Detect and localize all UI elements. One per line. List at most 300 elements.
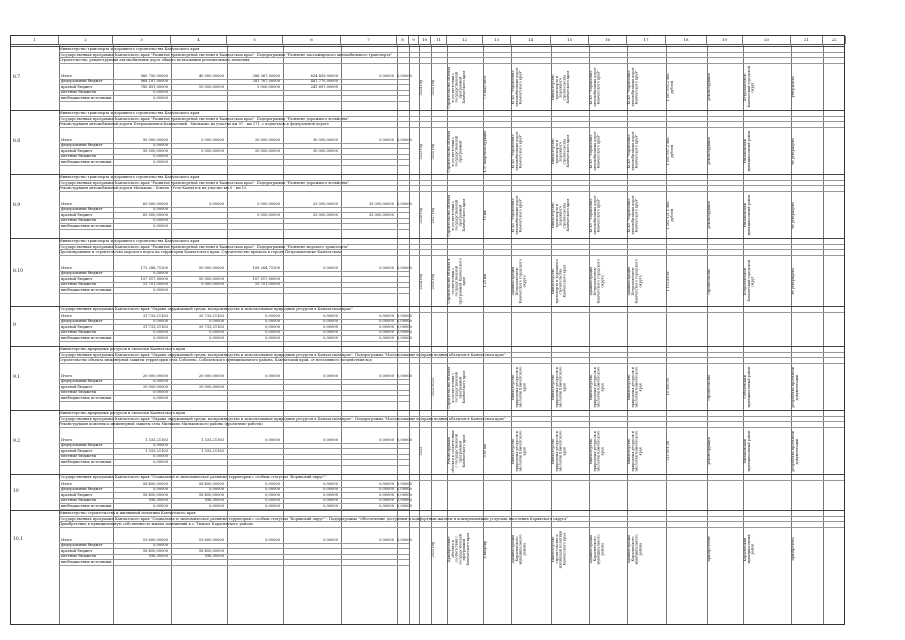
amount-cell: 0,00000 bbox=[397, 537, 412, 542]
amount-cell: 0,00000 bbox=[153, 443, 168, 447]
block-number: 9 bbox=[13, 323, 16, 328]
side-cell-c17: КГКУ "Управление автомобильных дорог Камчатского края" bbox=[627, 131, 639, 171]
amount-cell: 0,00000 bbox=[323, 324, 338, 329]
block-headline: Государственная программа Камчатского края "Охрана окружающей среды, воспроизводство и использование природных ресурсов в Камчатском крае". Подпрограмма "Использование и охрана водных объектов в Камчатском крае" bbox=[59, 416, 506, 421]
amount-cell: 968 187,00000 bbox=[140, 79, 168, 83]
side-cell-c12: Строительство объекта в соответствии с государственной программой Камчатского края bbox=[447, 257, 467, 304]
block-headline: Министерство природных ресурсов и экологии Камчатского края bbox=[59, 411, 186, 415]
side-cell-c17: Министерство природных ресурсов и экологии Камчатского края bbox=[627, 366, 643, 408]
block-number: 10.1 bbox=[13, 537, 24, 542]
amount-cell: 0,00000 bbox=[153, 287, 168, 292]
block-headline: Министерство транспорта и дорожного строительства Камчатского края bbox=[59, 239, 200, 243]
side-cell-c20: Мильковский муниципальный район bbox=[743, 430, 751, 472]
side-cell-c18: 10 300,00 bbox=[666, 378, 670, 396]
headline-divider bbox=[59, 127, 844, 128]
side-cell-c20: Петропавловск-Камчатский городской округ bbox=[743, 260, 755, 302]
amount-cell: 31 733,21163 bbox=[142, 324, 168, 329]
side-cell-c14: КГКУ "Управление автомобильных дорог Камчатского края" bbox=[511, 195, 523, 235]
row-label-total: Итого bbox=[61, 481, 73, 486]
amount-cell: 0,00000 bbox=[153, 319, 168, 323]
headline-divider bbox=[59, 63, 844, 64]
amount-cell: 0,00000 bbox=[265, 437, 280, 442]
side-cell-c12: Строительство объекта в соответствии с государственной программой Камчатского края bbox=[447, 65, 467, 108]
amount-cell: 0,00000 bbox=[323, 265, 338, 270]
row-divider bbox=[59, 554, 409, 555]
side-cell-c21: разработка проектной документации bbox=[791, 366, 799, 407]
amount-cell: 0,00000 bbox=[323, 330, 338, 334]
block-headline: Строительство объекта инженерной защиты территории села Соболево, Соболевского муниципального района, Камчатский край, от негативного воздействия вод bbox=[59, 358, 372, 362]
side-cell-c13: 1,20 км bbox=[483, 274, 487, 288]
row-divider bbox=[59, 459, 409, 460]
side-cell-c14: Администрация Петропавловск-Камчатского городского округа bbox=[511, 258, 527, 303]
amount-cell: 0,00000 bbox=[323, 319, 338, 323]
amount-cell: 0,00000 bbox=[153, 154, 168, 158]
row-divider bbox=[59, 559, 409, 560]
amount-cell: 0,00000 bbox=[323, 437, 338, 442]
amount-cell: 0,00000 bbox=[323, 313, 338, 318]
amount-cell: 0,00000 bbox=[397, 330, 412, 334]
amount-cell: 0,00000 bbox=[397, 313, 412, 318]
block-headline: Государственная программа Камчатского края "Охрана окружающей среды, воспроизводство и использование природных ресурсов в Камчатском крае" bbox=[59, 307, 353, 311]
column-header-row bbox=[11, 36, 844, 45]
amount-cell: 65 000,00000 bbox=[142, 212, 168, 217]
amount-cell: 0,00000 bbox=[397, 487, 412, 491]
amount-cell: 0,00000 bbox=[379, 437, 394, 442]
row-label-total: Итого bbox=[61, 137, 73, 142]
amount-cell: 25 000,00000 bbox=[312, 212, 338, 217]
row-divider bbox=[59, 448, 409, 449]
headline-divider bbox=[59, 480, 844, 481]
column-header-9: 9 bbox=[409, 36, 419, 44]
row-label-local: местные бюджеты bbox=[61, 282, 97, 286]
block-headline: Государственная программа Камчатского края "Охрана окружающей среды, воспроизводство и использование природных ресурсов в Камчатском крае". Подпрограмма "Использование и охрана водных объектов в Камчатском крае" bbox=[59, 352, 506, 357]
amount-cell: 0,00000 bbox=[397, 373, 412, 378]
amount-cell: 0,00000 bbox=[265, 503, 280, 508]
column-header-20: 20 bbox=[743, 36, 791, 44]
row-label-extra: внебюджетные источники bbox=[61, 287, 112, 292]
amount-cell: 0,00000 bbox=[265, 492, 280, 497]
amount-cell: 95 000,00000 bbox=[142, 148, 168, 153]
side-cell-c21: не утверждено bbox=[791, 267, 795, 295]
amount-cell: 0,00000 bbox=[265, 313, 280, 318]
row-divider bbox=[59, 341, 409, 342]
row-label-federal: федеральный бюджет bbox=[61, 143, 103, 147]
row-divider bbox=[59, 395, 409, 396]
row-divider bbox=[59, 543, 409, 544]
block-headline: Строительство, реконструкция автомобильных дорог общего пользования регионального значения bbox=[59, 58, 250, 62]
block-number: 9.2 bbox=[13, 439, 21, 444]
amount-cell: 0,00000 bbox=[153, 143, 168, 147]
side-cell-c17: КГКУ "Управление автомобильных дорог Камчатского края" bbox=[627, 67, 639, 107]
column-header-14: 14 bbox=[511, 36, 551, 44]
amount-cell: 0,00000 bbox=[153, 379, 168, 383]
amount-cell: 0,00000 bbox=[379, 492, 394, 497]
amount-cell: 0,00000 bbox=[397, 319, 412, 323]
amount-cell: 0,00000 bbox=[209, 503, 224, 508]
amount-cell: 0,00000 bbox=[209, 319, 224, 323]
side-cell-c11: 2022-2023 bbox=[431, 377, 435, 396]
headline-divider bbox=[59, 255, 844, 256]
column-header-13: 13 bbox=[483, 36, 511, 44]
block-headline: Министерство транспорта и дорожного строительства Камчатского края bbox=[59, 47, 200, 51]
amount-cell: 0,00000 bbox=[397, 201, 412, 206]
side-cell-c15: Министерство транспорта и дорожного строительства Камчатского края bbox=[551, 134, 571, 168]
side-cell-c10: 2024 год bbox=[419, 78, 423, 95]
side-cell-c14: Министерство природных ресурсов и экологии Камчатского края bbox=[511, 430, 527, 472]
side-cell-c20: Петропавловск-Камчатский городской округ bbox=[743, 66, 755, 108]
side-cell-c16: Администрация Карагинского муниципального района bbox=[589, 533, 605, 564]
side-cell-c17: Министерство природных ресурсов и экологии Камчатского края bbox=[627, 430, 643, 472]
block-number: 8.10 bbox=[13, 269, 24, 274]
side-cell-c11: 2027 год bbox=[431, 206, 435, 223]
row-label-total: Итого bbox=[61, 313, 73, 318]
row-label-extra: внебюджетные источники bbox=[61, 459, 112, 464]
amount-cell: 0,00000 bbox=[153, 335, 168, 340]
amount-cell: 0,00000 bbox=[265, 324, 280, 329]
row-label-extra: внебюджетные источники bbox=[61, 335, 112, 340]
column-header-18: 18 bbox=[666, 36, 707, 44]
amount-cell: 780 491,00000 bbox=[140, 84, 168, 89]
amount-cell: 0,00000 bbox=[153, 271, 168, 275]
column-header-22: 22 bbox=[823, 36, 846, 44]
column-header-6: 6 bbox=[283, 36, 341, 44]
side-cell-c19: строительство bbox=[707, 373, 711, 400]
side-cell-c17: КГКУ "Управление автомобильных дорог Камчатского края" bbox=[627, 195, 639, 235]
amount-cell: 0,00000 bbox=[323, 487, 338, 491]
row-divider bbox=[59, 229, 409, 230]
amount-cell: 35 000,00000 bbox=[368, 212, 394, 217]
amount-cell: 0,00000 bbox=[209, 487, 224, 491]
amount-cell: 286 367,00000 bbox=[252, 73, 280, 78]
row-divider bbox=[59, 95, 409, 96]
amount-cell: 0,00000 bbox=[265, 330, 280, 334]
row-label-total: Итого bbox=[61, 73, 73, 78]
block-headline: Государственная программа Камчатского края "Развитие транспортной системы в Камчатском крае". Подпрограмма "Развитие морского транспорта" bbox=[59, 244, 349, 249]
amount-cell: 0,00000 bbox=[153, 459, 168, 464]
row-label-total: Итого bbox=[61, 373, 73, 378]
amount-cell: 0,00000 bbox=[323, 503, 338, 508]
amount-cell: 0,00000 bbox=[379, 487, 394, 491]
headline-divider bbox=[59, 527, 844, 528]
column-header-4: 4 bbox=[171, 36, 227, 44]
row-label-extra: внебюджетные источники bbox=[61, 95, 112, 100]
side-cell-c20: Соболевский муниципальный район bbox=[743, 366, 751, 408]
amount-cell: 0,00000 bbox=[323, 373, 338, 378]
amount-cell: 0,00000 bbox=[323, 481, 338, 486]
side-cell-c19: реконструкция bbox=[707, 201, 711, 229]
block-headline: Министерство природных ресурсов и экологии Камчатского края bbox=[59, 347, 186, 351]
side-cell-c15: Министерство строительства и жилищной политики Камчатского края bbox=[551, 529, 567, 568]
amount-cell: 0,00000 bbox=[397, 498, 412, 502]
amount-cell: 0,00000 bbox=[397, 73, 412, 78]
block-number: 9.1 bbox=[13, 375, 21, 380]
amount-cell: 0,00000 bbox=[153, 543, 168, 547]
side-cell-c13: 4,97 км/реконструкция bbox=[483, 129, 487, 172]
side-cell-c19: реконструкция bbox=[707, 437, 711, 465]
amount-cell: 172 288,71300 bbox=[140, 265, 168, 270]
side-cell-c18: 211 001,04 bbox=[666, 441, 670, 461]
amount-cell: 25 000,00000 bbox=[312, 201, 338, 206]
block-headline: Государственная программа Камчатского края "Развитие транспортной системы в Камчатском крае". Подпрограмма "Развитие пассажирского автомобильного транспорта" bbox=[59, 52, 393, 57]
column-gridline bbox=[59, 44, 60, 624]
row-label-local: местные бюджеты bbox=[61, 390, 97, 394]
side-cell-c16: Министерство природных ресурсов и экологии Камчатского края bbox=[589, 366, 605, 408]
amount-cell: 0,00000 bbox=[379, 481, 394, 486]
side-cell-c13: 7,0 км/0 мест bbox=[483, 74, 487, 99]
block-headline: Реконструкция автомобильной дороги Мильково - Ключи - Усть-Камчатск на участке км 0 - км 15 bbox=[59, 186, 247, 190]
side-cell-c12: Строительство объекта в соответствии с государственной программой Камчатского края bbox=[447, 193, 467, 236]
amount-cell: 58 400,00000 bbox=[198, 492, 224, 497]
row-label-federal: федеральный бюджет bbox=[61, 443, 103, 447]
column-header-11: 11 bbox=[431, 36, 447, 44]
row-label-regional: краевой бюджет bbox=[61, 448, 93, 453]
column-header-2: 2 bbox=[59, 36, 113, 44]
row-label-regional: краевой бюджет bbox=[61, 492, 93, 497]
block-headline: Реконструкция комплекса инженерной защиты села Мильково Мильковского района (проектные работы) bbox=[59, 422, 263, 426]
amount-cell: 0,00000 bbox=[153, 159, 168, 164]
side-cell-c20: Мильковский муниципальный район bbox=[743, 194, 751, 236]
column-header-16: 16 bbox=[589, 36, 627, 44]
amount-cell: 0,00000 bbox=[379, 265, 394, 270]
side-cell-c16: КГКУ "Управление автомобильных дорог Камчатского края" bbox=[589, 195, 601, 235]
amount-cell: 281 767,00000 bbox=[252, 79, 280, 83]
side-cell-c19: строительство bbox=[707, 267, 711, 294]
row-label-regional: краевой бюджет bbox=[61, 276, 93, 281]
amount-cell: 53 600,00000 bbox=[198, 537, 224, 542]
amount-cell: 95 000,00000 bbox=[142, 137, 168, 142]
row-label-local: местные бюджеты bbox=[61, 454, 97, 458]
row-divider bbox=[59, 271, 409, 272]
headline-divider bbox=[59, 191, 844, 192]
side-cell-c12: Приобретение объекта в соответствии с государственной программой Камчатского края bbox=[447, 532, 470, 566]
side-cell-c11: 2025 год bbox=[431, 78, 435, 95]
amount-cell: 0,00000 bbox=[379, 335, 394, 340]
block-headline: Государственная программа Камчатского края "Социальное и экономическое развитие территории с особым статусом "Корякский округ"". Подпрограмма "Обеспечение доступным и комфортным жильем и коммунальными услугами населения Корякского округа" bbox=[59, 516, 568, 521]
column-header-15: 15 bbox=[551, 36, 589, 44]
row-label-total: Итого bbox=[61, 201, 73, 206]
side-cell-c13: 6 квартир bbox=[483, 539, 487, 558]
amount-cell: 596,30000 bbox=[204, 554, 224, 558]
amount-cell: 58 400,00000 bbox=[142, 492, 168, 497]
side-cell-c15: Министерство природных ресурсов и экологии Камчатского края bbox=[551, 366, 567, 408]
row-label-regional: краевой бюджет bbox=[61, 548, 93, 553]
amount-cell: 0,00000 bbox=[265, 335, 280, 340]
column-header-19: 19 bbox=[707, 36, 743, 44]
side-cell-c18: 1 113,88 га bbox=[666, 270, 670, 291]
side-cell-c15: Министерство природных ресурсов и экологии Камчатского края bbox=[551, 430, 567, 472]
row-label-regional: краевой бюджет bbox=[61, 212, 93, 217]
side-cell-c11: 2025 год bbox=[431, 142, 435, 159]
amount-cell: 0,00000 bbox=[379, 498, 394, 502]
row-divider bbox=[59, 565, 409, 566]
amount-cell: 0,00000 bbox=[153, 330, 168, 334]
amount-cell: 1 333,21163 bbox=[145, 448, 168, 453]
amount-cell: 0,00000 bbox=[379, 137, 394, 142]
amount-cell: 0,00000 bbox=[153, 390, 168, 394]
column-header-5: 5 bbox=[227, 36, 283, 44]
amount-cell: 0,00000 bbox=[379, 324, 394, 329]
amount-cell: 0,00000 bbox=[265, 487, 280, 491]
row-divider bbox=[59, 287, 409, 288]
amount-cell: 0,00000 bbox=[153, 487, 168, 491]
amount-cell: 0,00000 bbox=[265, 537, 280, 542]
column-header-1: 1 bbox=[11, 36, 59, 44]
amount-cell: 0,00000 bbox=[323, 537, 338, 542]
amount-cell: 35 000,00000 bbox=[368, 201, 394, 206]
amount-cell: 20 000,00000 bbox=[198, 373, 224, 378]
amount-cell: 5 000,00000 bbox=[257, 212, 280, 217]
amount-cell: 10 701,00000 bbox=[254, 282, 280, 286]
amount-cell: 20 000,00000 bbox=[142, 384, 168, 389]
block-headline: Реконструкция автомобильной дороги Петропавловск-Камчатский - Мильково на участке км 97 - км 171, с подъездом к федеральной дороге bbox=[59, 122, 329, 126]
side-cell-c20: Карагинский муниципальный район bbox=[743, 534, 755, 564]
amount-cell: 0,00000 bbox=[265, 481, 280, 486]
side-cell-c19: реконструкция bbox=[707, 137, 711, 165]
side-cell-c21: разработка проектной документации bbox=[791, 430, 799, 471]
row-divider bbox=[59, 154, 409, 155]
amount-cell: 5 000,00000 bbox=[201, 148, 224, 153]
amount-cell: 0,00000 bbox=[153, 503, 168, 508]
side-cell-c18: 1 091 567,2 тыс. рублей bbox=[666, 136, 674, 166]
row-divider bbox=[59, 548, 409, 549]
side-cell-c10: 2024 год bbox=[419, 272, 423, 289]
amount-cell: 0,00000 bbox=[153, 223, 168, 228]
row-divider bbox=[59, 223, 409, 224]
column-header-21: 21 bbox=[791, 36, 823, 44]
row-label-local: местные бюджеты bbox=[61, 498, 97, 502]
row-label-local: местные бюджеты bbox=[61, 554, 97, 558]
block-number: 8.7 bbox=[13, 75, 21, 80]
row-label-local: местные бюджеты bbox=[61, 218, 97, 222]
side-cell-c15: Министерство транспорта и дорожного строительства Камчатского края bbox=[551, 258, 567, 304]
amount-cell: 960 750,00000 bbox=[140, 73, 168, 78]
row-divider bbox=[59, 465, 409, 466]
side-cell-c12: Строительство объекта в соответствии с государственной программой bbox=[447, 129, 463, 172]
column-header-7: 7 bbox=[341, 36, 397, 44]
row-label-regional: краевой бюджет bbox=[61, 324, 93, 329]
side-cell-c12: Строительство объекта в соответствии с государственной программой Камчатского края bbox=[447, 365, 467, 408]
row-label-local: местные бюджеты bbox=[61, 330, 97, 334]
row-label-local: местные бюджеты bbox=[61, 90, 97, 94]
amount-cell: 20 000,00000 bbox=[254, 137, 280, 142]
row-divider bbox=[59, 90, 409, 91]
block-headline: Министерство строительства и жилищной политики Камчатского края bbox=[59, 511, 196, 515]
block-number: 8.9 bbox=[13, 203, 21, 208]
side-cell-c10: 2023 год bbox=[419, 142, 423, 159]
side-cell-c11: 2022 год bbox=[431, 540, 435, 557]
amount-cell: 10 000,00000 bbox=[198, 84, 224, 89]
amount-cell: 0,00000 bbox=[209, 201, 224, 206]
amount-cell: 30 000,00000 bbox=[312, 137, 338, 142]
amount-cell: 1 333,21163 bbox=[201, 437, 224, 442]
amount-cell: 0,00000 bbox=[379, 537, 394, 542]
row-divider bbox=[59, 165, 409, 166]
amount-cell: 0,00000 bbox=[397, 335, 412, 340]
amount-cell: 65 000,00000 bbox=[142, 201, 168, 206]
row-label-regional: краевой бюджет bbox=[61, 148, 93, 153]
amount-cell: 0,00000 bbox=[153, 454, 168, 458]
amount-cell: 0,00000 bbox=[153, 95, 168, 100]
column-header-3: 3 bbox=[113, 36, 171, 44]
row-label-federal: федеральный бюджет bbox=[61, 207, 103, 211]
amount-cell: 20 733,21163 bbox=[198, 324, 224, 329]
side-cell-c21: не утверждено bbox=[791, 201, 795, 229]
amount-cell: 596,30000 bbox=[148, 498, 168, 502]
block-headline: Министерство транспорта и дорожного строительства Камчатского края bbox=[59, 175, 200, 179]
amount-cell: 1 333,21163 bbox=[201, 448, 224, 453]
amount-cell: 0,00000 bbox=[379, 73, 394, 78]
side-cell-c10 bbox=[420, 366, 430, 409]
side-cell-c11: 2025 год bbox=[431, 272, 435, 289]
row-label-total: Итого bbox=[61, 265, 73, 270]
side-cell-c15: Министерство транспорта и дорожного строительства Камчатского края bbox=[551, 198, 571, 232]
amount-cell: 0,00000 bbox=[153, 207, 168, 211]
amount-cell: 40 000,00000 bbox=[198, 73, 224, 78]
column-header-8: 8 bbox=[397, 36, 409, 44]
row-label-federal: федеральный бюджет bbox=[61, 79, 103, 83]
amount-cell: 0,00000 bbox=[265, 319, 280, 323]
row-divider bbox=[59, 390, 409, 391]
row-label-regional: краевой бюджет bbox=[61, 384, 93, 389]
amount-cell: 0,00000 bbox=[379, 330, 394, 334]
amount-cell: 5 000,00000 bbox=[201, 137, 224, 142]
row-label-federal: федеральный бюджет bbox=[61, 543, 103, 547]
block-number: 10 bbox=[13, 489, 19, 494]
amount-cell: 241 697,00000 bbox=[310, 84, 338, 89]
amount-cell: 0,00000 bbox=[397, 481, 412, 486]
side-cell-c14: Министерство природных ресурсов и экологии Камчатского края bbox=[511, 366, 527, 408]
amount-cell: 20 000,00000 bbox=[198, 384, 224, 389]
amount-cell: 481 770,00000 bbox=[310, 79, 338, 83]
amount-cell: 0,00000 bbox=[323, 335, 338, 340]
amount-cell: 0,00000 bbox=[323, 498, 338, 502]
block-number: 8.8 bbox=[13, 139, 21, 144]
side-cell-c13 bbox=[484, 366, 510, 409]
side-cell-c16: Министерство природных ресурсов и экологии Камчатского края bbox=[589, 430, 605, 472]
block-headline: Государственная программа Камчатского края "Развитие транспортной системы в Камчатском крае". Подпрограмма "Развитие дорожного хозяйства" bbox=[59, 116, 350, 121]
column-header-12: 12 bbox=[447, 36, 483, 44]
amount-cell: 0,00000 bbox=[397, 324, 412, 329]
row-divider bbox=[59, 218, 409, 219]
amount-cell: 108 264,71300 bbox=[252, 265, 280, 270]
row-divider bbox=[59, 443, 409, 444]
side-cell-c15: Министерство транспорта и дорожного строительства Камчатского края bbox=[551, 70, 571, 104]
row-divider bbox=[59, 379, 409, 380]
amount-cell: 0,00000 bbox=[379, 373, 394, 378]
amount-cell: 5 000,00000 bbox=[257, 84, 280, 89]
amount-cell: 5 000,00000 bbox=[201, 282, 224, 286]
side-cell-c16: КГКУ "Управление автомобильных дорог Камчатского края" bbox=[589, 67, 601, 107]
column-gridline bbox=[409, 44, 410, 624]
amount-cell: 0,00000 bbox=[397, 503, 412, 508]
row-divider bbox=[59, 401, 409, 402]
amount-cell: 0,00000 bbox=[153, 90, 168, 94]
block-headline: Приобретение в муниципальную собственность жилых помещений в с. Тымлат Карагинского района bbox=[59, 522, 253, 526]
side-cell-c17: Администрация Карагинского муниципального района bbox=[627, 533, 643, 564]
row-label-total: Итого bbox=[61, 437, 73, 442]
row-divider bbox=[59, 159, 409, 160]
amount-cell: 20 000,00000 bbox=[142, 373, 168, 378]
amount-cell: 50 000,00000 bbox=[198, 265, 224, 270]
row-label-extra: внебюджетные источники bbox=[61, 559, 112, 564]
side-cell-c10: 2026 год bbox=[419, 206, 423, 223]
amount-cell: 0,00000 bbox=[397, 137, 412, 142]
amount-cell: 58 400,00000 bbox=[198, 481, 224, 486]
side-cell-c14: КГКУ "Управление автомобильных дорог Камчатского края" bbox=[511, 131, 523, 171]
row-label-federal: федеральный бюджет bbox=[61, 271, 103, 275]
amount-cell: 58 400,00000 bbox=[198, 548, 224, 553]
row-label-local: местные бюджеты bbox=[61, 154, 97, 158]
